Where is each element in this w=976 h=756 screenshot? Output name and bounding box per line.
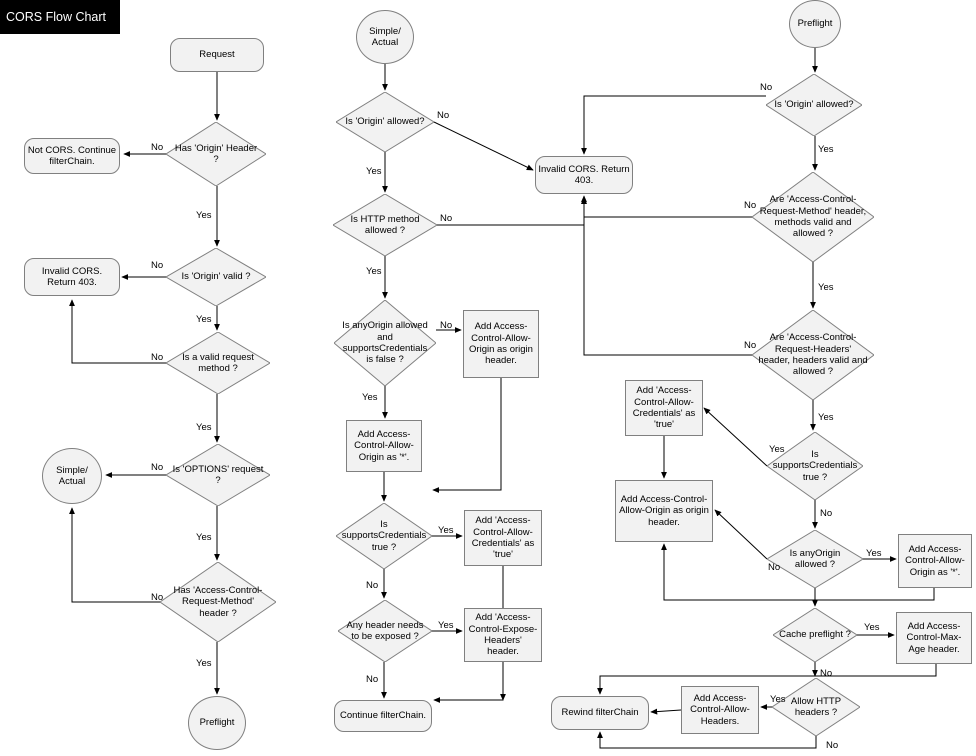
edge-label: No: [440, 320, 453, 331]
node-preflight-left[interactable]: [188, 696, 246, 750]
node-cache-preflight[interactable]: [773, 608, 857, 662]
edge-label: No: [366, 580, 379, 591]
node-label: Invalid CORS. Return 403.: [538, 163, 630, 186]
node-simple-actual-start[interactable]: [356, 10, 414, 64]
node-any-header-exposed[interactable]: [338, 600, 432, 662]
edge-label: No: [151, 260, 164, 271]
node-pre-supports-credentials[interactable]: [767, 432, 863, 500]
edge-label: Yes: [770, 694, 786, 705]
chart-title: CORS Flow Chart: [0, 0, 120, 34]
node-label: Has 'Access-Control-Request-Method' header ?: [173, 584, 263, 619]
node-invalid-cors-403-mid[interactable]: [535, 156, 633, 194]
node-label: Add 'Access-Control-Expose-Headers' header.: [468, 612, 538, 658]
node-add-max-age[interactable]: [896, 612, 972, 664]
edge-label: No: [768, 562, 781, 573]
node-has-origin-header[interactable]: [166, 122, 266, 186]
node-add-acao-origin-pre[interactable]: [615, 480, 713, 542]
edge-label: Yes: [362, 392, 378, 403]
edge-label: No: [820, 668, 833, 679]
node-label: Preflight: [199, 717, 235, 729]
edge-label: Yes: [196, 658, 212, 669]
node-add-acao-star-pre[interactable]: [898, 534, 972, 588]
edge-label: No: [151, 142, 164, 153]
edge-label: Yes: [818, 412, 834, 423]
node-is-http-method-allowed[interactable]: [333, 194, 437, 256]
node-label: Is 'OPTIONS' request ?: [172, 463, 264, 486]
node-continue-filterchain[interactable]: [334, 700, 432, 732]
edge-label: Yes: [818, 282, 834, 293]
node-label: Simple/ Actual: [369, 25, 401, 48]
edge-label: No: [151, 352, 164, 363]
node-request[interactable]: [170, 38, 264, 72]
edge-label: No: [744, 200, 757, 211]
edge-label: Yes: [818, 144, 834, 155]
edge-label: Yes: [196, 422, 212, 433]
node-label: Has 'Origin' Header ?: [174, 142, 258, 165]
node-acr-headers-valid[interactable]: [752, 310, 874, 400]
node-label: Simple/ Actual: [56, 464, 88, 487]
edge-label: Yes: [366, 266, 382, 277]
edge-label: Yes: [196, 314, 212, 325]
node-mid-supports-credentials[interactable]: [336, 503, 432, 569]
node-is-options-request[interactable]: [166, 444, 270, 506]
node-acr-method-valid[interactable]: [752, 172, 874, 262]
edge-label: No: [820, 508, 833, 519]
node-label: Preflight: [797, 18, 833, 30]
node-has-acr-method-header[interactable]: [160, 562, 276, 642]
node-is-valid-request-method[interactable]: [166, 332, 270, 394]
node-add-acac-true-mid[interactable]: [464, 510, 542, 566]
edge-label: No: [744, 340, 757, 351]
node-add-acao-origin-mid[interactable]: [463, 310, 539, 378]
edge-label: No: [440, 213, 453, 224]
node-label: Rewind filterChain: [561, 707, 639, 719]
node-label: Add Access-Control-Allow-Origin as origin header.: [469, 321, 533, 367]
node-pre-is-origin-allowed[interactable]: [766, 74, 862, 136]
node-label: Add 'Access-Control-Allow-Credentials' as 'true': [632, 385, 696, 431]
node-label: Continue filterChain.: [339, 710, 427, 722]
edge-label: Yes: [866, 548, 882, 559]
node-not-cors-continue[interactable]: [24, 138, 120, 174]
node-label: Is supportsCredentials true ?: [341, 518, 427, 553]
node-label: Is a valid request method ?: [182, 351, 254, 374]
node-label: Add Access-Control-Allow-Origin as '*'.: [905, 543, 965, 578]
node-pre-anyorigin-allowed[interactable]: [767, 530, 863, 588]
node-invalid-cors-403-left[interactable]: [24, 258, 120, 296]
node-label: Is anyOrigin allowed ?: [789, 547, 841, 570]
node-label: Is supportsCredentials true ?: [772, 448, 858, 483]
node-allow-http-headers[interactable]: [772, 678, 860, 736]
edge-label: Yes: [769, 444, 785, 455]
node-mid-is-origin-allowed[interactable]: [336, 92, 434, 152]
node-add-expose-headers[interactable]: [464, 608, 542, 662]
node-label: Not CORS. Continue filterChain.: [27, 144, 117, 167]
node-label: Add Access-Control-Max-Age header.: [906, 620, 962, 655]
edge-label: No: [760, 82, 773, 93]
edge-label: Yes: [366, 166, 382, 177]
node-label: Invalid CORS. Return 403.: [41, 265, 103, 288]
edge-label: No: [366, 674, 379, 685]
node-label: Is 'Origin' valid ?: [181, 271, 251, 283]
edge-label: Yes: [438, 525, 454, 536]
node-label: Are 'Access-Control-Request-Headers' header, headers valid and allowed ?: [758, 332, 868, 378]
node-label: Cache preflight ?: [779, 629, 851, 641]
node-label: Add Access-Control-Allow-Headers.: [690, 692, 750, 727]
edge-label: Yes: [196, 210, 212, 221]
node-label: Is anyOrigin allowed and supportsCredentials is false ?: [342, 320, 428, 366]
node-add-acac-true-pre[interactable]: [625, 380, 703, 436]
edge-label: No: [437, 110, 450, 121]
node-anyorigin-and-credentials-false[interactable]: [334, 300, 436, 386]
node-label: Add Access-Control-Allow-Origin as '*'.: [354, 428, 414, 463]
edge-label: Yes: [196, 532, 212, 543]
node-add-acao-star-mid[interactable]: [346, 420, 422, 472]
node-label: Add 'Access-Control-Allow-Credentials' as 'true': [471, 515, 535, 561]
node-preflight-start[interactable]: [789, 0, 841, 48]
node-label: Request: [199, 49, 235, 61]
node-label: Add Access-Control-Allow-Origin as origin header.: [619, 493, 709, 528]
edge-label: No: [151, 462, 164, 473]
node-label: Allow HTTP headers ?: [790, 695, 842, 718]
node-add-allow-headers[interactable]: [681, 686, 759, 734]
edge-label: Yes: [438, 620, 454, 631]
node-label: Is 'Origin' allowed?: [774, 99, 854, 111]
edge-label: No: [151, 592, 164, 603]
node-label: Any header needs to be exposed ?: [346, 619, 424, 642]
node-is-origin-valid[interactable]: [166, 248, 266, 306]
edge-label: No: [826, 740, 839, 751]
node-label: Are 'Access-Control-Request-Method' header, methods valid and allowed ?: [759, 194, 867, 240]
node-simple-actual-left[interactable]: [42, 448, 102, 504]
edge-label: Yes: [864, 622, 880, 633]
node-label: Is HTTP method allowed ?: [350, 213, 420, 236]
node-rewind-filterchain[interactable]: [551, 696, 649, 730]
node-label: Is 'Origin' allowed?: [345, 116, 425, 128]
